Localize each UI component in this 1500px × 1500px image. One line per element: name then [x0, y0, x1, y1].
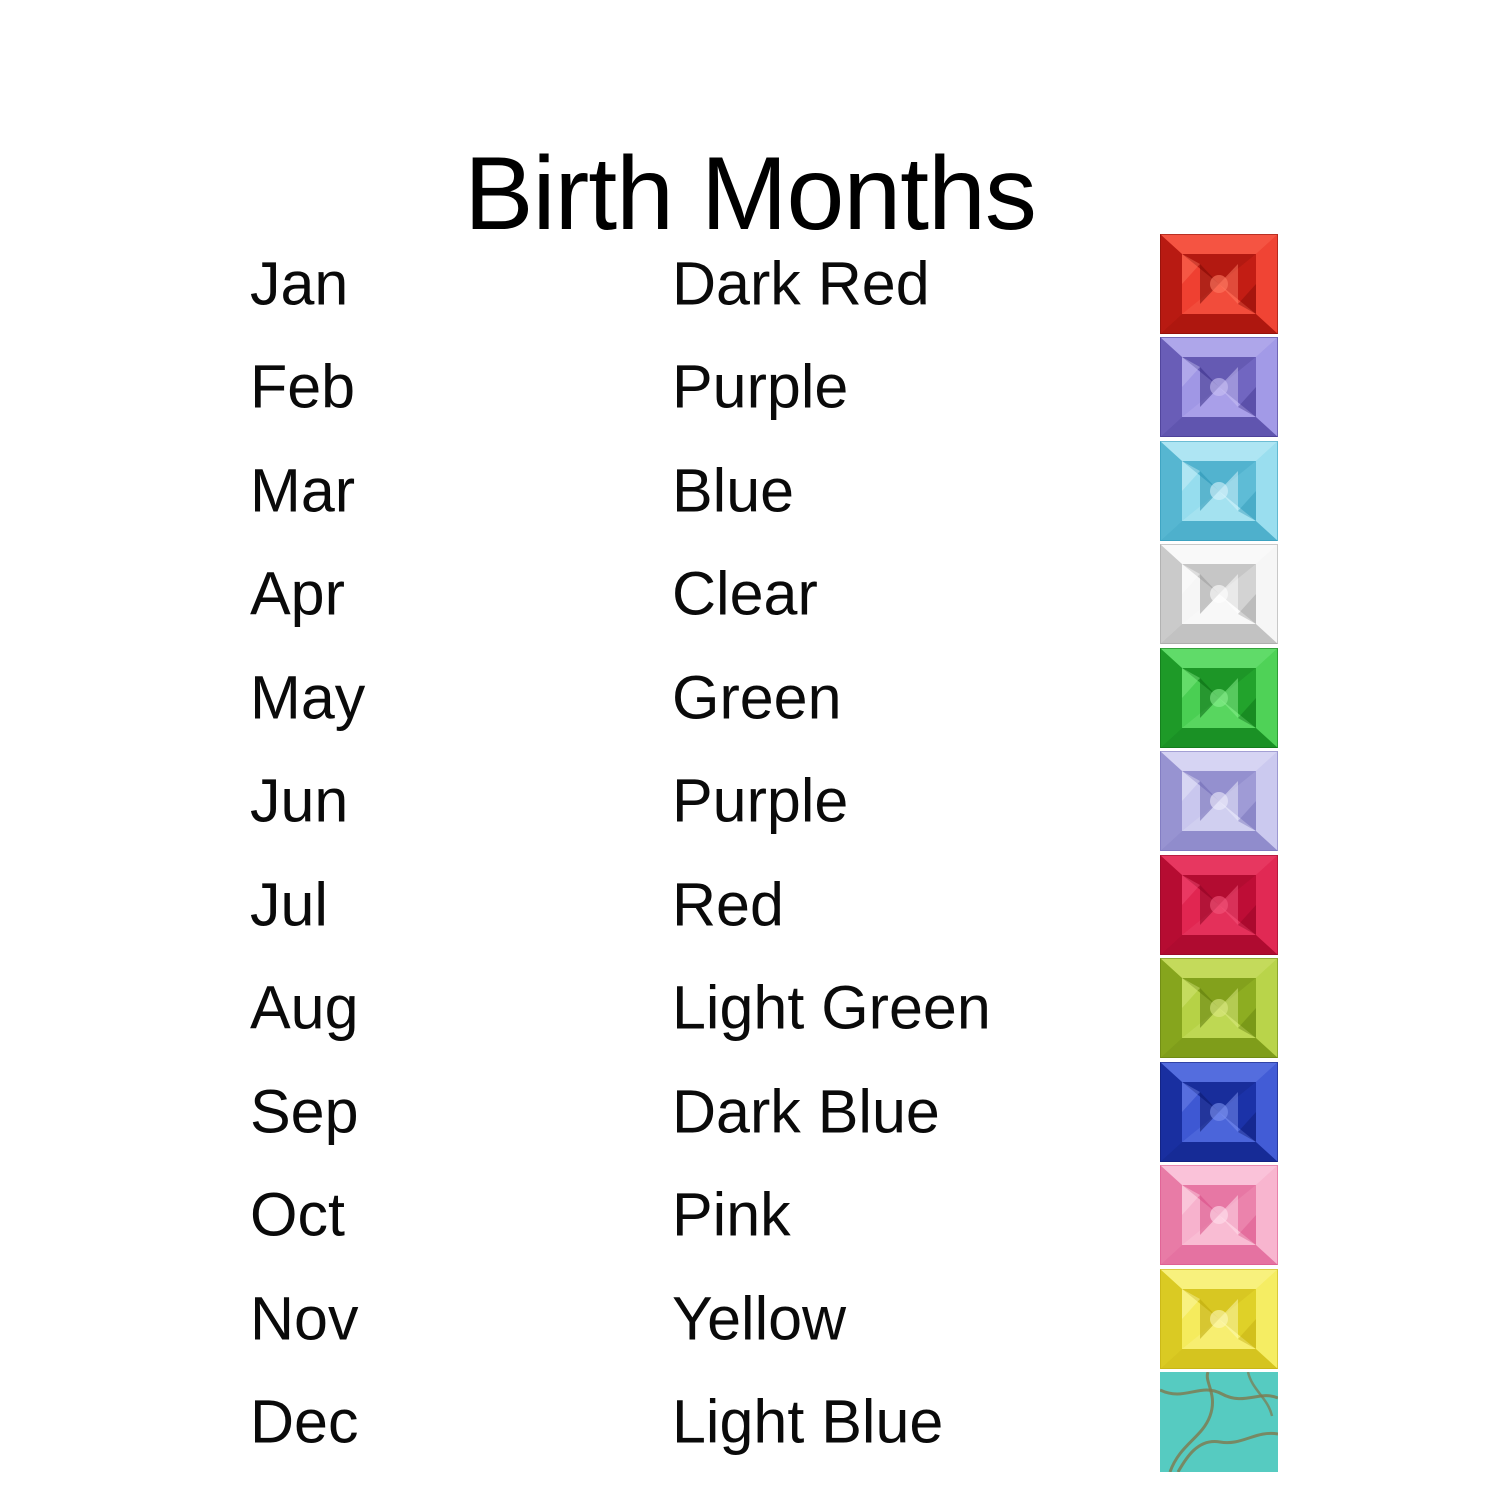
- color-name-label: Yellow: [672, 1284, 847, 1353]
- month-label: Aug: [250, 973, 359, 1042]
- color-name-label: Light Green: [672, 973, 991, 1042]
- color-name-label: Clear: [672, 559, 818, 628]
- gem-light-purple-icon: [1160, 751, 1278, 851]
- color-name-label: Dark Blue: [672, 1077, 940, 1146]
- color-name-label: Red: [672, 870, 784, 939]
- month-label: Jan: [250, 249, 349, 318]
- table-row: [0, 543, 1500, 647]
- table-row: [0, 1060, 1500, 1164]
- page-title: Birth Months: [464, 135, 1036, 252]
- color-name-label: Dark Red: [672, 249, 930, 318]
- gem-clear-icon: [1160, 544, 1278, 644]
- color-name-label: Blue: [672, 456, 795, 525]
- gem-dark-red-icon: [1160, 234, 1278, 334]
- color-name-label: Light Blue: [672, 1387, 944, 1456]
- month-label: Feb: [250, 352, 356, 421]
- gem-purple-icon: [1160, 337, 1278, 437]
- month-label: Jun: [250, 766, 349, 835]
- table-row: [0, 336, 1500, 440]
- table-row: [0, 750, 1500, 854]
- table-row: [0, 1371, 1500, 1475]
- table-row: [0, 1164, 1500, 1268]
- gem-green-icon: [1160, 648, 1278, 748]
- color-name-label: Pink: [672, 1180, 791, 1249]
- table-row: [0, 1267, 1500, 1371]
- month-label: Jul: [250, 870, 328, 939]
- birth-months-table: [0, 232, 1500, 1474]
- month-label: May: [250, 663, 366, 732]
- gem-light-green-icon: [1160, 958, 1278, 1058]
- month-label: Sep: [250, 1077, 359, 1146]
- gem-dark-blue-icon: [1160, 1062, 1278, 1162]
- month-label: Dec: [250, 1387, 359, 1456]
- gem-turquoise-icon: [1160, 1372, 1278, 1472]
- color-name-label: Green: [672, 663, 842, 732]
- color-name-label: Purple: [672, 352, 849, 421]
- month-label: Apr: [250, 559, 345, 628]
- gem-blue-icon: [1160, 441, 1278, 541]
- color-name-label: Purple: [672, 766, 849, 835]
- gem-pink-icon: [1160, 1165, 1278, 1265]
- gem-red-icon: [1160, 855, 1278, 955]
- month-label: Oct: [250, 1180, 345, 1249]
- month-label: Mar: [250, 456, 356, 525]
- table-row: [0, 646, 1500, 750]
- table-row: [0, 232, 1500, 336]
- table-row: [0, 439, 1500, 543]
- table-row: [0, 853, 1500, 957]
- gem-yellow-icon: [1160, 1269, 1278, 1369]
- table-row: [0, 957, 1500, 1061]
- month-label: Nov: [250, 1284, 359, 1353]
